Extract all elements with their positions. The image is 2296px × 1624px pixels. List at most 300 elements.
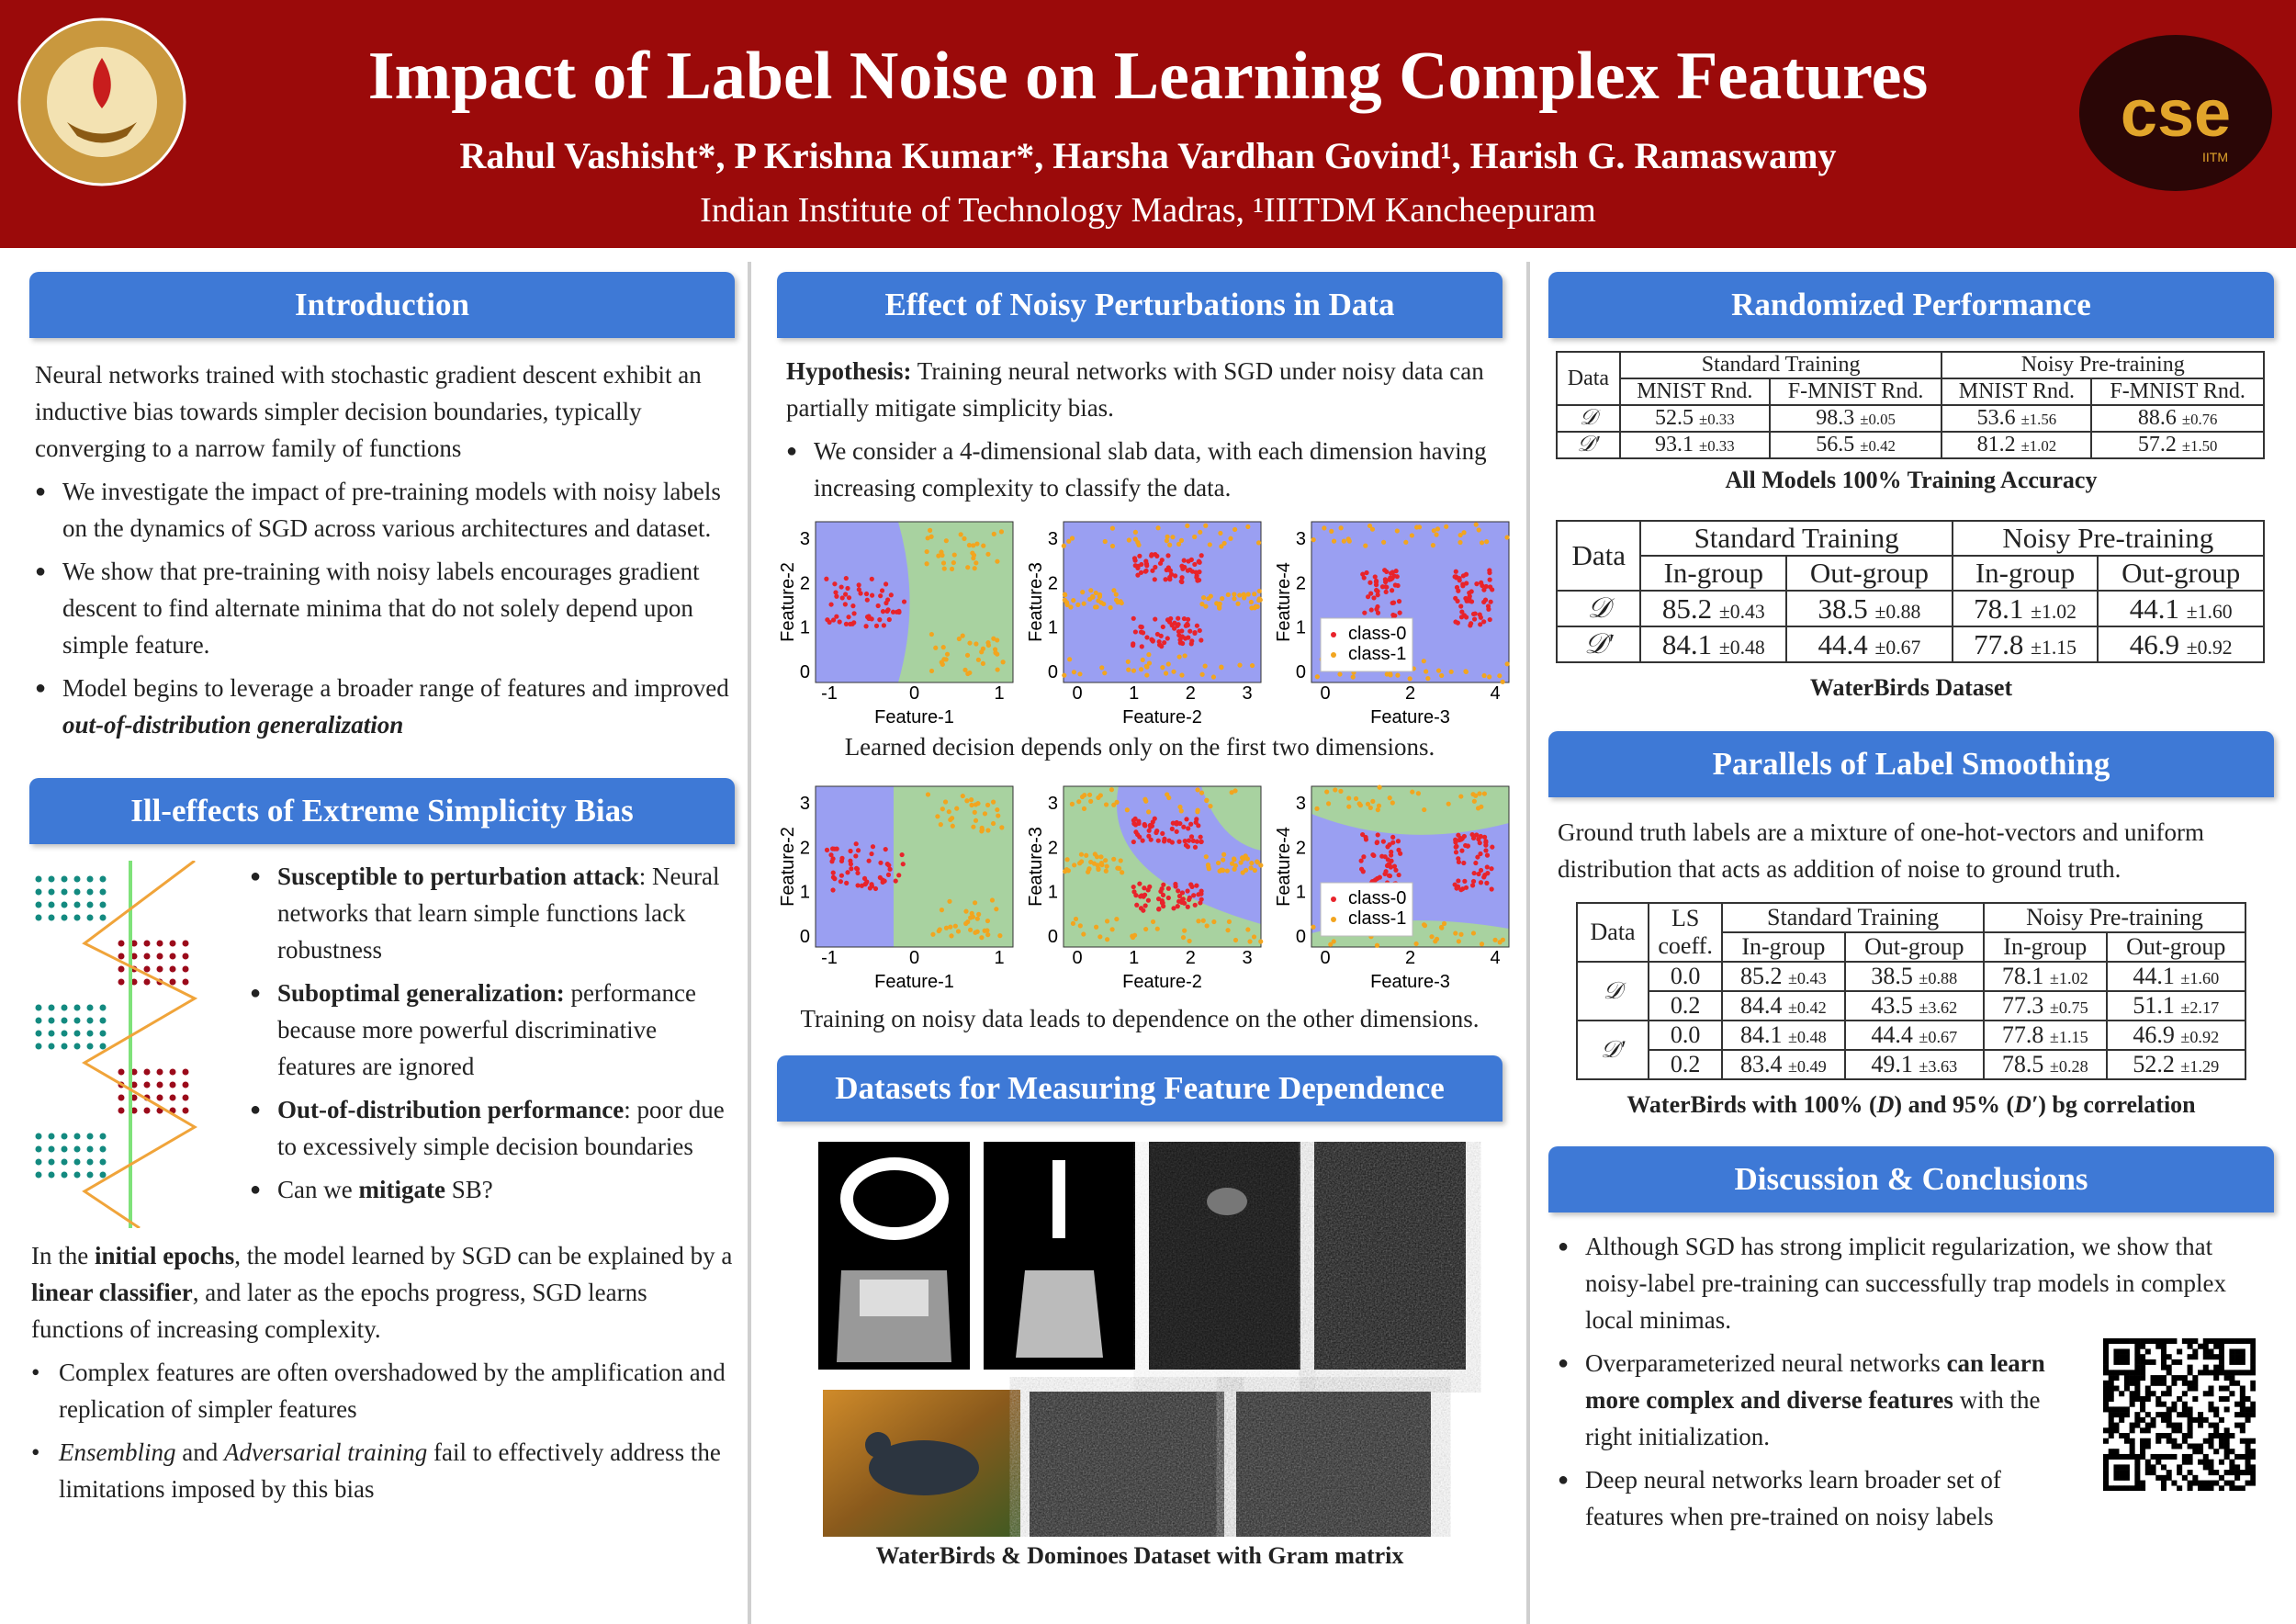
- pattern-dot: [157, 1069, 163, 1076]
- sample-point: [1454, 845, 1458, 850]
- y-tick-label: 2: [1047, 838, 1058, 859]
- sample-point: [1239, 860, 1244, 864]
- sample-point: [952, 552, 957, 557]
- sample-point: [1199, 840, 1203, 844]
- x-tick-label: 0: [908, 683, 920, 704]
- sample-point: [1155, 632, 1160, 637]
- qr-module: [2240, 1386, 2245, 1392]
- sample-point: [1166, 886, 1171, 891]
- qr-module: [2219, 1438, 2224, 1444]
- qr-module: [2229, 1370, 2234, 1375]
- sample-point: [1359, 859, 1364, 863]
- qr-module: [2161, 1344, 2167, 1349]
- pattern-dot: [62, 1146, 68, 1153]
- qr-module: [2109, 1454, 2114, 1460]
- sample-point: [965, 653, 970, 658]
- qr-module: [2224, 1386, 2230, 1392]
- sample-point: [1161, 625, 1165, 629]
- qr-module: [2219, 1370, 2224, 1375]
- qr-module: [2145, 1464, 2151, 1470]
- sample-point: [849, 866, 853, 871]
- sample-point: [1082, 806, 1086, 811]
- sample-point: [1207, 866, 1211, 871]
- pattern-dot: [183, 941, 189, 947]
- sample-point: [1097, 934, 1102, 939]
- pattern-dot: [87, 1172, 94, 1179]
- qr-module: [2124, 1338, 2130, 1344]
- qr-module: [2234, 1412, 2240, 1417]
- sample-point: [1387, 874, 1391, 878]
- qr-module: [2250, 1359, 2256, 1365]
- qr-module: [2171, 1359, 2177, 1365]
- sample-point: [985, 932, 990, 937]
- qr-module: [2213, 1338, 2219, 1344]
- qr-module: [2134, 1481, 2140, 1486]
- sample-point: [1480, 540, 1484, 545]
- sample-point: [976, 658, 981, 662]
- pattern-dot: [36, 1172, 42, 1179]
- sample-point: [1115, 866, 1120, 871]
- sample-point: [1179, 672, 1184, 677]
- qr-module: [2224, 1427, 2230, 1433]
- qr-module: [2161, 1354, 2167, 1359]
- sample-point: [1180, 890, 1185, 895]
- qr-module: [2192, 1475, 2198, 1481]
- y-tick-label: 3: [1295, 529, 1306, 549]
- qr-module: [2240, 1359, 2245, 1365]
- qr-module: [2109, 1433, 2114, 1438]
- sample-point: [1171, 670, 1176, 674]
- sample-point: [1246, 592, 1251, 596]
- sample-point: [1228, 536, 1232, 541]
- sample-point: [1204, 798, 1209, 803]
- sample-point: [1119, 599, 1123, 603]
- qr-module: [2103, 1470, 2109, 1475]
- decision-boundary-plot: [1273, 782, 1516, 993]
- simplicity-bias-figure: [29, 861, 241, 1228]
- qr-module: [2240, 1470, 2245, 1475]
- sample-point: [1351, 674, 1356, 679]
- sample-point: [1081, 931, 1086, 936]
- qr-module: [2213, 1470, 2219, 1475]
- sample-point: [1153, 565, 1157, 570]
- sample-point: [1194, 817, 1199, 821]
- qr-module: [2103, 1338, 2109, 1344]
- sample-point: [1505, 661, 1510, 666]
- qr-module: [2119, 1348, 2124, 1354]
- datasets-caption: WaterBirds & Dominoes Dataset with Gram matrix: [875, 1542, 1404, 1569]
- table-subheader: MNIST Rnd.: [1941, 378, 2091, 405]
- sample-point: [1095, 604, 1099, 609]
- qr-module: [2167, 1438, 2172, 1444]
- qr-module: [2245, 1470, 2251, 1475]
- sample-point: [1148, 825, 1153, 829]
- sample-point: [1162, 837, 1166, 841]
- sample-point: [1410, 790, 1414, 795]
- qr-module: [2219, 1475, 2224, 1481]
- sample-point: [884, 847, 888, 851]
- qr-module: [2203, 1391, 2209, 1396]
- sample-point: [1203, 524, 1208, 528]
- qr-module: [2134, 1359, 2140, 1365]
- pattern-dot: [74, 876, 81, 883]
- sample-point: [1390, 588, 1394, 592]
- sample-point: [1459, 610, 1464, 615]
- qr-module: [2245, 1417, 2251, 1423]
- qr-module: [2113, 1423, 2119, 1428]
- sample-point: [929, 632, 934, 637]
- sample-point: [1482, 835, 1487, 840]
- pattern-dot: [74, 915, 81, 921]
- qr-module: [2208, 1481, 2213, 1486]
- qr-module: [2155, 1454, 2161, 1460]
- noisy-image-2: [1314, 1142, 1466, 1370]
- qr-module: [2229, 1433, 2234, 1438]
- sample-point: [991, 800, 996, 805]
- pattern-dot: [118, 1108, 125, 1114]
- sample-point: [868, 885, 872, 890]
- table-subheader: F-MNIST Rnd.: [2091, 378, 2264, 405]
- qr-module: [2130, 1443, 2135, 1449]
- sample-point: [1105, 937, 1109, 942]
- sample-point: [877, 617, 882, 622]
- sample-point: [1408, 676, 1412, 681]
- sample-point: [1211, 674, 1216, 679]
- qr-module: [2250, 1338, 2256, 1344]
- sample-point: [1390, 835, 1395, 840]
- sample-point: [949, 933, 953, 938]
- qr-module: [2208, 1348, 2213, 1354]
- qr-module: [2140, 1454, 2145, 1460]
- pattern-dot: [74, 1172, 81, 1179]
- sample-point: [1209, 593, 1213, 598]
- pattern-dot: [100, 1043, 107, 1050]
- sample-point: [1424, 669, 1428, 673]
- sample-point: [1189, 834, 1194, 839]
- sample-point: [1481, 673, 1486, 678]
- qr-module: [2103, 1402, 2109, 1407]
- sample-point: [1136, 543, 1141, 547]
- sample-point: [929, 535, 934, 539]
- sample-point: [1176, 840, 1181, 844]
- qr-module: [2203, 1485, 2209, 1491]
- table-header: Noisy Pre-training: [1984, 903, 2245, 932]
- table-row: 0.2 83.4 ±0.49 49.1 ±3.63 78.5 ±0.28 52.2 ±1.29: [1577, 1050, 2245, 1079]
- y-tick-label: 0: [799, 927, 810, 947]
- sample-point: [1221, 868, 1225, 873]
- sample-point: [1397, 599, 1401, 603]
- sample-point: [1125, 807, 1130, 812]
- qr-module: [2140, 1365, 2145, 1370]
- qr-module: [2103, 1438, 2109, 1444]
- qr-module: [2229, 1485, 2234, 1491]
- sample-point: [1175, 829, 1179, 834]
- sample-point: [867, 859, 872, 863]
- sample-point: [883, 879, 887, 884]
- qr-module: [2229, 1338, 2234, 1344]
- sample-point: [1096, 795, 1100, 800]
- sample-point: [882, 623, 886, 627]
- sample-point: [1461, 861, 1466, 865]
- qr-module: [2161, 1365, 2167, 1370]
- sample-point: [839, 584, 844, 589]
- sample-point: [940, 660, 944, 664]
- sample-point: [1398, 611, 1402, 615]
- qr-module: [2192, 1443, 2198, 1449]
- qr-module: [2213, 1375, 2219, 1381]
- pattern-dot: [74, 1043, 81, 1050]
- sample-point: [1105, 919, 1109, 923]
- sample-point: [1201, 595, 1206, 600]
- sample-point: [1110, 526, 1115, 531]
- pattern-dot: [49, 1005, 55, 1011]
- qr-module: [2198, 1449, 2203, 1454]
- sample-point: [845, 870, 850, 874]
- sample-point: [1371, 595, 1376, 600]
- sample-point: [1184, 817, 1188, 821]
- sample-point: [930, 932, 935, 937]
- sample-point: [1384, 585, 1389, 590]
- sample-point: [1315, 674, 1320, 679]
- sample-point: [1473, 611, 1478, 615]
- qr-module: [2124, 1475, 2130, 1481]
- pattern-dot: [100, 1159, 107, 1166]
- qr-module: [2161, 1348, 2167, 1354]
- pattern-dot: [100, 1005, 107, 1011]
- qr-module: [2224, 1481, 2230, 1486]
- x-tick-label: 0: [1072, 683, 1083, 704]
- sample-point: [1370, 799, 1375, 804]
- x-tick-label: 2: [1404, 683, 1416, 704]
- sample-point: [940, 908, 944, 912]
- sample-point: [1439, 926, 1444, 930]
- sample-point: [1143, 570, 1148, 574]
- qr-module: [2140, 1344, 2145, 1349]
- qr-module: [2182, 1338, 2188, 1344]
- x-tick-label: 0: [1320, 948, 1331, 968]
- qr-module: [2250, 1386, 2256, 1392]
- pattern-dot: [74, 1146, 81, 1153]
- sample-point: [850, 603, 855, 608]
- sample-point: [1483, 598, 1488, 603]
- table-row: 𝒟′ 84.1 ±0.48 44.4 ±0.67 77.8 ±1.15 46.9 ±0.92: [1557, 626, 2264, 662]
- qr-module: [2167, 1354, 2172, 1359]
- sample-point: [870, 577, 874, 581]
- sample-point: [1250, 663, 1255, 668]
- sample-point: [1470, 883, 1475, 887]
- sample-point: [1205, 923, 1210, 928]
- sample-point: [991, 821, 996, 826]
- sample-point: [1198, 900, 1202, 905]
- qr-module: [2124, 1406, 2130, 1412]
- pattern-dot: [74, 902, 81, 908]
- qr-module: [2213, 1354, 2219, 1359]
- sample-point: [1142, 823, 1147, 828]
- pattern-dot: [36, 1159, 42, 1166]
- pattern-dot: [74, 1133, 81, 1140]
- qr-code[interactable]: [2103, 1338, 2256, 1491]
- sample-point: [1102, 671, 1107, 675]
- sample-point: [1144, 635, 1149, 639]
- qr-module: [2229, 1464, 2234, 1470]
- sample-point: [1235, 602, 1240, 606]
- qr-module: [2177, 1348, 2182, 1354]
- sample-point: [994, 907, 998, 911]
- sample-point: [985, 828, 990, 832]
- qr-module: [2124, 1433, 2130, 1438]
- pattern-dot: [170, 953, 176, 960]
- sample-point: [1346, 805, 1351, 809]
- qr-module: [2119, 1475, 2124, 1481]
- sample-point: [940, 553, 944, 558]
- sample-point: [1139, 667, 1143, 671]
- qr-module: [2245, 1449, 2251, 1454]
- qr-module: [2234, 1381, 2240, 1386]
- sample-point: [1080, 590, 1085, 594]
- pattern-dot: [36, 902, 42, 908]
- sample-point: [1131, 643, 1135, 648]
- sample-point: [1476, 806, 1480, 810]
- sample-point: [1237, 592, 1242, 597]
- qr-module: [2240, 1370, 2245, 1375]
- sample-point: [1141, 839, 1145, 843]
- sample-point: [1099, 861, 1104, 865]
- sample-point: [1487, 568, 1491, 572]
- sample-point: [885, 597, 890, 602]
- qr-module: [2250, 1402, 2256, 1407]
- x-tick-label: 1: [1129, 948, 1140, 968]
- qr-module: [2134, 1375, 2140, 1381]
- qr-module: [2219, 1344, 2224, 1349]
- qr-module: [2103, 1386, 2109, 1392]
- qr-module: [2167, 1370, 2172, 1375]
- y-tick-label: 0: [1295, 927, 1306, 947]
- pattern-dot: [157, 941, 163, 947]
- sample-point: [1322, 525, 1326, 530]
- qr-module: [2245, 1406, 2251, 1412]
- sample-point: [1186, 635, 1190, 639]
- y-tick-label: 0: [1047, 662, 1058, 682]
- pattern-dot: [74, 1031, 81, 1037]
- sample-point: [1001, 660, 1006, 664]
- qr-module: [2188, 1370, 2193, 1375]
- region-class-0: [1064, 522, 1261, 682]
- pattern-dot: [62, 1133, 68, 1140]
- qr-module: [2119, 1417, 2124, 1423]
- sample-point: [1459, 849, 1464, 853]
- sample-point: [974, 818, 978, 823]
- sample-point: [1240, 855, 1244, 860]
- sample-point: [1187, 629, 1192, 634]
- qr-module: [2224, 1470, 2230, 1475]
- sample-point: [1431, 543, 1435, 547]
- qr-module: [2250, 1381, 2256, 1386]
- qr-module: [2203, 1344, 2209, 1349]
- qr-module: [2234, 1402, 2240, 1407]
- ill-bullet: ● Out-of-distribution performance: poor due to excessively simple decision boundaries: [250, 1091, 737, 1165]
- qr-module: [2240, 1402, 2245, 1407]
- qr-module: [2145, 1412, 2151, 1417]
- sample-point: [1151, 638, 1155, 643]
- sample-point: [925, 549, 929, 554]
- sample-point: [1179, 808, 1184, 813]
- sample-point: [1371, 853, 1376, 858]
- qr-module: [2219, 1396, 2224, 1402]
- y-axis-label: Feature-4: [1274, 562, 1294, 642]
- qr-module: [2151, 1359, 2156, 1365]
- sample-point: [1104, 802, 1109, 806]
- qr-module: [2213, 1412, 2219, 1417]
- sample-point: [846, 615, 850, 619]
- sample-point: [950, 816, 954, 820]
- sample-point: [1480, 942, 1484, 946]
- sample-point: [1227, 919, 1232, 924]
- sample-point: [1088, 588, 1093, 592]
- qr-module: [2208, 1464, 2213, 1470]
- qr-module: [2119, 1454, 2124, 1460]
- sample-point: [1311, 925, 1315, 930]
- qr-module: [2234, 1454, 2240, 1460]
- qr-module: [2134, 1460, 2140, 1465]
- sample-point: [1384, 590, 1389, 594]
- sample-point: [1490, 845, 1494, 850]
- qr-module: [2182, 1381, 2188, 1386]
- x-axis-label: Feature-3: [1370, 972, 1450, 992]
- sample-point: [969, 797, 974, 802]
- qr-module: [2161, 1338, 2167, 1344]
- qr-module: [2103, 1485, 2109, 1491]
- qr-module: [2134, 1396, 2140, 1402]
- pattern-dot: [87, 1159, 94, 1166]
- sample-point: [871, 844, 875, 849]
- sample-point: [985, 919, 990, 923]
- sample-point: [964, 798, 969, 803]
- sample-point: [1395, 673, 1400, 678]
- sample-point: [1232, 592, 1236, 596]
- sample-point: [896, 873, 901, 877]
- plot-caption-2: Training on noisy data leads to dependence on the other dimensions.: [800, 1005, 1480, 1032]
- sample-point: [1137, 554, 1142, 558]
- sample-point: [1177, 805, 1182, 809]
- qr-module: [2245, 1464, 2251, 1470]
- qr-module: [2145, 1391, 2151, 1396]
- sample-point: [1197, 559, 1201, 564]
- qr-module: [2109, 1381, 2114, 1386]
- table-subheader: Out-group: [1786, 556, 1953, 591]
- qr-module: [2109, 1417, 2114, 1423]
- qr-module: [2140, 1427, 2145, 1433]
- qr-module: [2171, 1423, 2177, 1428]
- qr-module: [2155, 1381, 2161, 1386]
- sample-point: [1422, 807, 1426, 812]
- qr-module: [2161, 1402, 2167, 1407]
- qr-module: [2250, 1449, 2256, 1454]
- qr-module: [2113, 1386, 2119, 1392]
- legend-marker: [1331, 632, 1336, 637]
- sample-point: [1254, 604, 1258, 609]
- sample-point: [1375, 840, 1379, 844]
- ill-effects-heading: Ill-effects of Extreme Simplicity Bias: [29, 778, 735, 844]
- sample-point: [1485, 871, 1490, 875]
- intro-text: Neural networks trained with stochastic gradient descent exhibit an inductive bias towards simpler decision boundaries, typically converging to a narrow family of functions: [35, 361, 702, 462]
- sample-point: [973, 930, 977, 935]
- sample-point: [995, 559, 999, 564]
- sample-point: [1367, 524, 1372, 528]
- sample-point: [876, 603, 881, 608]
- sample-point: [992, 532, 996, 536]
- qr-module: [2229, 1381, 2234, 1386]
- sample-point: [851, 620, 856, 625]
